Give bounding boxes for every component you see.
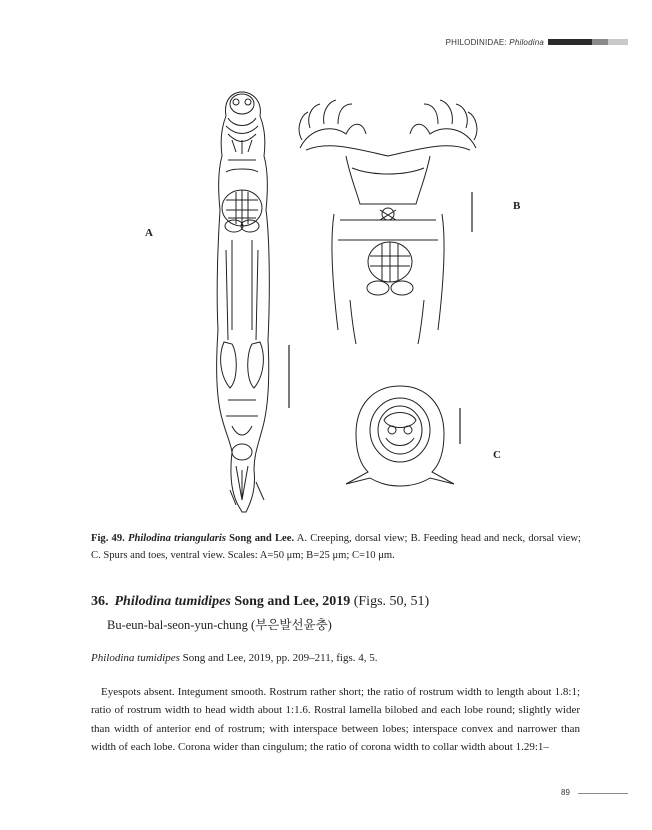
synonymy xyxy=(91,652,378,664)
section-fig-ref: (Figs. 50, 51) xyxy=(353,594,430,609)
page-number: 89 xyxy=(561,788,570,797)
panel-a-label: A xyxy=(145,227,153,239)
korean-name: Bu-eun-bal-seon-yun-chung (부은발선윤충) xyxy=(107,618,332,632)
description-paragraph: Eyespots absent. Integument smooth. Rostrum rather short; the ratio of rostrum width to length about 1.8:1; ratio of rostrum width to head width about 1:1.6. Rostral lamella bilobed and each lobe round; slightly wider than width of anterior end of rostrum; with interspace between lobes; interspace convex and narrower than width of each lobe. Corona wider than cingulum; the ratio of corona width to collar width about 1.29:1– xyxy=(91,686,580,753)
caption-species: Philodina triangularis xyxy=(127,533,226,544)
panel-a-drawing xyxy=(217,92,289,512)
section-authority: Song and Lee, 2019 xyxy=(234,594,351,609)
panel-b-drawing xyxy=(299,100,477,344)
synonymy-ref: Song and Lee, 2019, pp. 209–211, figs. 4, 5. xyxy=(182,652,378,664)
synonymy-species: Philodina tumidipes xyxy=(91,652,180,664)
section-species: Philodina tumidipes xyxy=(114,594,231,609)
panel-c-label: C xyxy=(493,449,501,461)
panel-c-drawing xyxy=(346,386,460,486)
panel-b-label: B xyxy=(513,200,521,212)
caption-authors: Song and Lee. xyxy=(229,533,295,544)
page-number-rule xyxy=(578,793,628,794)
section-title xyxy=(91,594,429,610)
figure-caption xyxy=(91,530,581,564)
caption-fig-label: Fig. 49. xyxy=(91,533,125,544)
running-header-text: PHILODINIDAE: Philodina xyxy=(445,37,544,47)
section-number: 36. xyxy=(91,594,109,609)
caption-text: A. Creeping, dorsal view; B. Feeding head and neck, dorsal view; C. Spurs and toes, ventral view. Scales: A=50 μm; B=25 μm; C=10 μm. xyxy=(91,533,581,561)
